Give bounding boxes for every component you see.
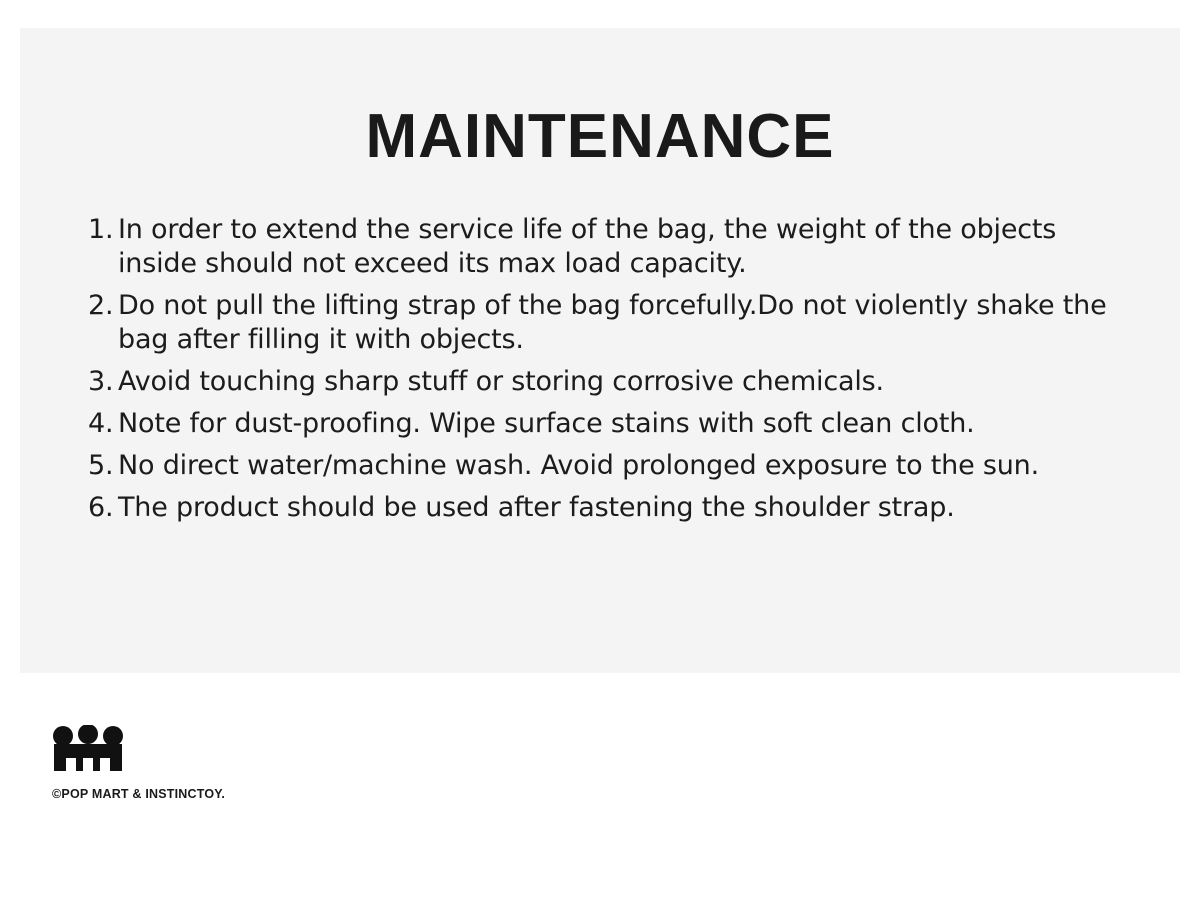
list-item xyxy=(88,213,1140,281)
crown-logo-icon xyxy=(52,725,124,773)
copyright-text: ©POP MART & INSTINCTOY. xyxy=(52,787,226,801)
list-item-number: 1. xyxy=(88,214,114,245)
list-item-number: 5. xyxy=(88,450,114,482)
list-item xyxy=(88,449,1140,483)
list-item-text: In order to extend the service life of the bag, the weight of the objects inside should not exceed its max load capacity. xyxy=(118,214,1057,280)
list-item xyxy=(88,491,1140,525)
list-item-text: Do not pull the lifting strap of the bag forcefully.Do not violently shake the bag after filling it with objects. xyxy=(118,290,1107,356)
list-item xyxy=(88,365,1140,399)
list-item xyxy=(88,407,1140,441)
maintenance-panel xyxy=(20,28,1180,673)
list-item-text: Note for dust-proofing. Wipe surface stains with soft clean cloth. xyxy=(118,408,975,440)
maintenance-list xyxy=(88,213,1140,533)
list-item-text: No direct water/machine wash. Avoid prolonged exposure to the sun. xyxy=(118,450,1039,482)
list-item xyxy=(88,289,1140,357)
list-item-number: 2. xyxy=(88,290,114,322)
list-item-number: 6. xyxy=(88,492,114,524)
list-item-text: The product should be used after fastening the shoulder strap. xyxy=(118,492,955,524)
page-title: MAINTENANCE xyxy=(365,102,835,171)
footer xyxy=(52,725,452,801)
list-item-number: 3. xyxy=(88,366,114,398)
list-item-text: Avoid touching sharp stuff or storing corrosive chemicals. xyxy=(118,366,884,398)
list-item-number: 4. xyxy=(88,408,114,440)
